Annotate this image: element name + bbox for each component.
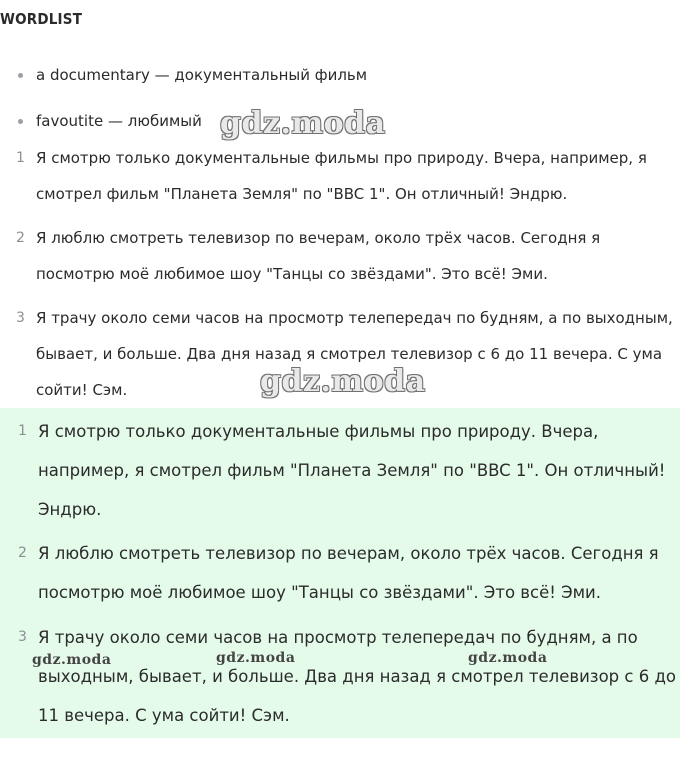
item-number: 2: [18, 545, 27, 561]
answer-texts-list: [0, 412, 680, 738]
list-item: [0, 62, 680, 108]
list-item: [0, 534, 680, 618]
item-text: Я смотрю только документальные фильмы про природу. Вчера, например, я смотрел фильм "Планета Земля" по "BBC 1". Он отличный! Эндрю.: [36, 149, 647, 203]
item-number: 3: [16, 310, 25, 326]
word-entry: a documentary — документальный фильм: [36, 66, 368, 84]
watermark-logo: gdz.moda: [220, 106, 386, 141]
bullet-icon: [18, 73, 23, 78]
watermark-logo: gdz.moda: [32, 652, 112, 668]
item-text: Я трачу около семи часов на просмотр телепередач по будням, а по выходным, бывает, и больше. Два дня назад я смотрел телевизор с 6 до 11 вечера. С ума сойти! Сэм.: [38, 628, 676, 725]
watermark-logo: gdz.moda: [468, 650, 548, 666]
list-item: [0, 412, 680, 534]
original-texts-list: [0, 140, 680, 410]
item-text: Я люблю смотреть телевизор по вечерам, около трёх часов. Сегодня я посмотрю моё любимое шоу "Танцы со звёздами". Это всё! Эми.: [36, 229, 601, 283]
item-number: 1: [16, 150, 25, 166]
list-item: [0, 220, 680, 300]
answer-section: [0, 408, 680, 738]
item-number: 1: [18, 423, 27, 439]
item-text: Я смотрю только документальные фильмы про природу. Вчера, например, я смотрел фильм "Планета Земля" по "BBC 1". Он отличный! Эндрю.: [38, 422, 666, 519]
bullet-icon: [18, 119, 23, 124]
list-item: [0, 140, 680, 220]
word-entry: favoutite — любимый: [36, 112, 202, 130]
watermark-logo: gdz.moda: [260, 364, 426, 399]
list-item: [0, 300, 680, 410]
list-item: [0, 618, 680, 738]
watermark-logo: gdz.moda: [216, 650, 296, 666]
item-text: Я люблю смотреть телевизор по вечерам, около трёх часов. Сегодня я посмотрю моё любимое шоу "Танцы со звёздами". Это всё! Эми.: [38, 544, 659, 602]
item-number: 2: [16, 230, 25, 246]
item-text: Я трачу около семи часов на просмотр телепередач по будням, а по выходным, бывает, и больше. Два дня назад я смотрел телевизор с 6 до 11 вечера. С ума сойти! Сэм.: [36, 309, 673, 399]
item-number: 3: [18, 629, 27, 645]
wordlist-heading: WORDLIST: [0, 10, 83, 28]
